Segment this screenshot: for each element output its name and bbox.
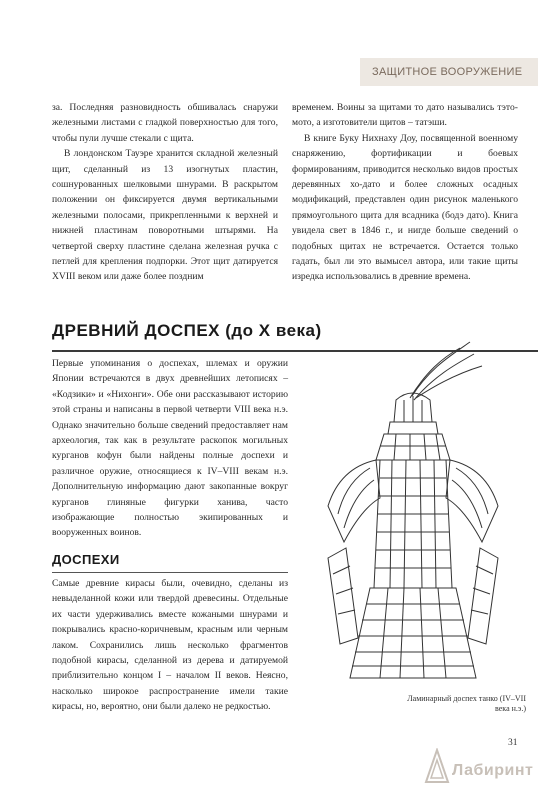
- page-number: 31: [508, 738, 518, 748]
- logo-text: Лабиринт: [452, 762, 534, 779]
- paragraph: временем. Воины за щитами то дато назывались тэто-мото, а изготовители щитов – татэши.: [292, 102, 518, 129]
- paragraph: Первые упоминания о доспехах, шлемах и оружии Японии встречаются в двух древнейших летописях – «Кодзики» и «Нихонги». Обе они рассказывают историю этой страны и написаны в первой четверти VIII века н.э. Однако значительно больше сведений предоставляет нам археология, так как в результате раскопок могильных курганов кофун были найдены полные доспехи и различное оружие, относящиеся к IV–VIII векам н.э. Дополнительную информацию дают закопанные вокруг курганов глиняные фигурки ханива, часто изображающие полностью экипированных и вооруженных воинов.: [52, 358, 288, 539]
- ancient-armor-text: [52, 356, 288, 541]
- left-column-top: [52, 100, 278, 285]
- figure-caption: Ламинарный доспех танко (IV–VII века н.э.): [407, 694, 526, 713]
- subsection-title: ДОСПЕХИ: [52, 552, 120, 567]
- tanko-armor-illustration: [300, 338, 536, 690]
- paragraph: Самые древние кирасы были, очевидно, сделаны из невыделанной кожи или твердой древесины. Отдельные их части удерживались вместе кожаными шнурами и покрывались красно-коричневым, красным или черным лаком. Сохранились лишь несколько фрагментов подобной кирасы, сделанной из дерева и датируемой приблизительно концом I – началом II веков. Неясно, насколько широкое распространение имели такие кирасы, но, вероятно, они были далеко не редкостью.: [52, 578, 288, 713]
- publisher-logo: [424, 748, 544, 788]
- labyrinth-icon: [424, 748, 450, 784]
- armor-text: [52, 576, 288, 715]
- section-title: ДРЕВНИЙ ДОСПЕХ (до X века): [52, 321, 322, 340]
- paragraph: за. Последняя разновидность обшивалась снаружи железными листами с гладкой поверхностью для того, чтобы пули лучше стекали с щита.: [52, 102, 278, 144]
- right-column-top: [292, 100, 518, 285]
- paragraph: В книге Буку Нихнаху Доу, посвященной военному снаряжению, фортификации и боевых формированиям, приводится несколько видов простых деревянных хо-дато и более сложных осадных модификаций, представлен один рисунок маленького прямоугольного щита для всадника (бодэ дато). Книга увидела свет в 1846 г., и нигде больше сведений о подобных щитах не встречается. Остается только гадать, был ли это вымысел автора, или такие щиты изредка использовались в древние времена.: [292, 132, 518, 283]
- subsection-divider: [52, 572, 288, 573]
- paragraph: В лондонском Тауэре хранится складной железный щит, сделанный из 13 изогнутых пластин, сошнурованных шелковыми шнурами. В раскрытом положении он фиксируется двумя вертикальными железными полосами, прикрепленными к верхней и нижней пластинам поворотными штырями. На четвертой сверху пластине сделана железная ручка с петлей для крепления подпорки. Этот щит датируется XVIII веком или даже более поздним: [52, 148, 278, 283]
- running-header: ЗАЩИТНОЕ ВООРУЖЕНИЕ: [372, 66, 523, 78]
